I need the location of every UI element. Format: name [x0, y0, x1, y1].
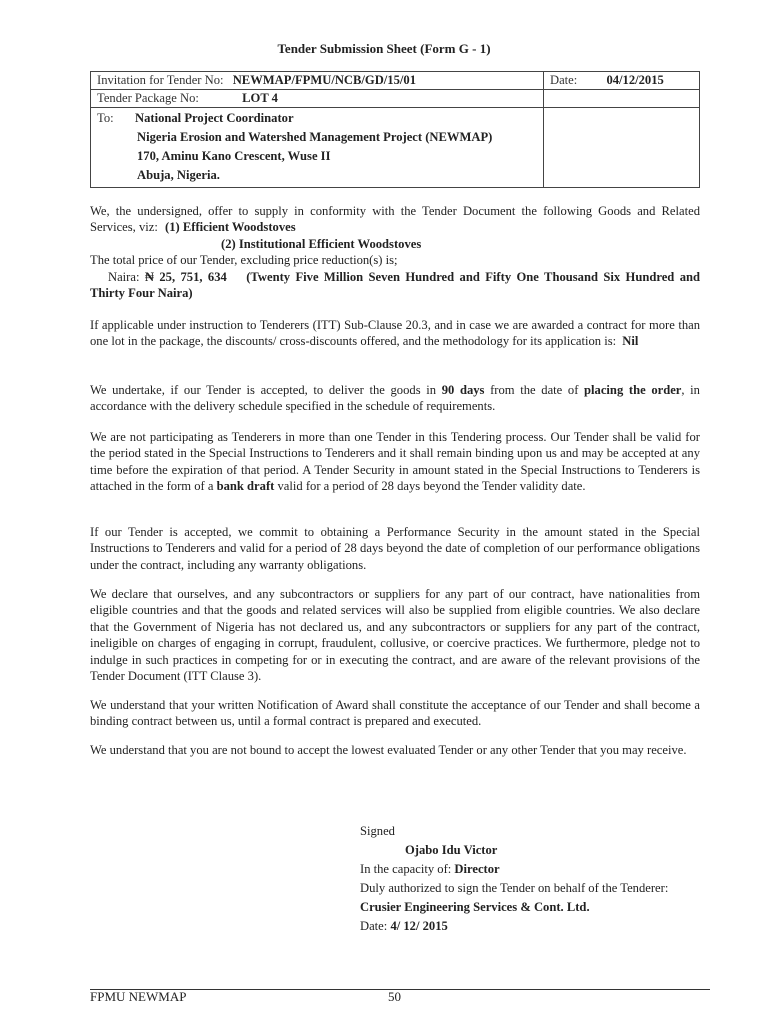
- authorized-text: Duly authorized to sign the Tender on behalf of the Tenderer:: [360, 881, 669, 895]
- naira-amount: ₦ 25, 751, 634: [144, 269, 227, 284]
- participating-post: valid for a period of 28 days beyond the Tender validity date.: [277, 479, 586, 494]
- participating-pre: We are not participating as Tenderers in more than one Tender in this Tendering process. Our Tender shall be valid for the period stated in the Special Instructions to Tenderers and it shall remain binding upon us and may be accepted at any time before the expiration of that period. A Tender Security in amount stated in the Special Instructions to Tenderers is attached in the form of a: [90, 430, 700, 494]
- empty-cell-2: [544, 108, 700, 188]
- invitation-cell: [91, 72, 544, 90]
- undertake-post: , in accordance with the delivery schedule specified in the schedule of requirements.: [90, 383, 700, 414]
- date-value: 04/12/2015: [606, 73, 664, 87]
- participating-paragraph: [90, 429, 700, 495]
- offer-paragraph: [90, 203, 700, 301]
- to-label: To:: [97, 111, 114, 125]
- signature-block: [360, 822, 668, 936]
- signature-date-label: Date:: [360, 919, 388, 933]
- notification-text: We understand that your written Notification of Award shall constitute the acceptance of our Tender and shall become a binding contract between us, until a formal contract is prepared and executed.: [90, 698, 700, 729]
- offer-intro: We, the undersigned, offer to supply in conformity with the Tender Document the following Goods and Related Services, viz:: [90, 204, 700, 235]
- notification-paragraph: [90, 697, 700, 730]
- undertake-paragraph: [90, 382, 700, 415]
- page-number: 50: [388, 989, 401, 1004]
- declare-text: We declare that ourselves, and any subcontractors or suppliers for any part of our contract, have nationalities from eligible countries and that the goods and related services will also be supplied from eligible countries. We also declare that the Government of Nigeria has not declared us, and any subcontractors or suppliers for any part of the contract, ineligible on charges of engaging in corrupt, fraudulent, collusive, or coercive practices. We furthermore, pledge not to indulge in such practices in competing for or in executing the contract, and are aware of the relevant provisions of the Tender Document (ITT Clause 3).: [90, 587, 700, 684]
- undertake-order: placing the order: [584, 383, 682, 397]
- package-value: LOT 4: [242, 91, 278, 105]
- signature-date-value: 4/ 12/ 2015: [390, 919, 448, 933]
- form-title: Tender Submission Sheet (Form G - 1): [277, 41, 491, 56]
- invitation-value: NEWMAP/FPMU/NCB/GD/15/01: [232, 73, 416, 87]
- performance-text: If our Tender is accepted, we commit to obtaining a Performance Security in the amount stated in the Special Instructions to Tenderers and valid for a period of 28 days beyond the date of completion of our performance obligations under the contract, including any warranty obligations.: [90, 525, 700, 572]
- recipient-line-4: Abuja, Nigeria.: [137, 168, 220, 182]
- capacity-value: Director: [454, 862, 500, 876]
- undertake-mid: from the date of: [490, 383, 579, 397]
- footer-label: FPMU NEWMAP: [90, 989, 187, 1004]
- package-label: Tender Package No:: [97, 91, 199, 105]
- capacity-label: In the capacity of:: [360, 862, 452, 876]
- package-cell: [91, 90, 544, 108]
- signer-name: Ojabo Idu Victor: [405, 843, 498, 857]
- not-bound-text: We understand that you are not bound to accept the lowest evaluated Tender or any other Tender that you may receive.: [90, 743, 687, 757]
- recipient-line-1: National Project Coordinator: [135, 111, 294, 125]
- signed-label: Signed: [360, 824, 395, 838]
- total-price-intro: The total price of our Tender, excluding price reduction(s) is;: [90, 253, 398, 268]
- undertake-pre: We undertake, if our Tender is accepted, to deliver the goods in: [90, 383, 437, 397]
- recipient-line-3: 170, Aminu Kano Crescent, Wuse II: [137, 149, 331, 163]
- naira-label: Naira:: [108, 269, 140, 284]
- recipient-cell: [91, 108, 544, 188]
- not-bound-paragraph: [90, 742, 700, 758]
- discount-paragraph: [90, 317, 700, 350]
- empty-cell: [544, 90, 700, 108]
- naira-words: (Twenty Five Million Seven Hundred and Fifty One Thousand Six Hundred and Thirty Four Naira): [90, 269, 701, 301]
- date-label: Date:: [550, 73, 578, 87]
- discount-value: Nil: [622, 334, 639, 349]
- participating-bold: bank draft: [216, 479, 275, 494]
- discount-text: If applicable under instruction to Tenderers (ITT) Sub-Clause 20.3, and in case we are awarded a contract for more than one lot in the package, the discounts/ cross-discounts offered, and the methodology for its application is:: [90, 318, 700, 349]
- company-name: Crusier Engineering Services & Cont. Ltd.: [360, 900, 590, 914]
- recipient-line-2: Nigeria Erosion and Watershed Management Project (NEWMAP): [137, 130, 493, 144]
- tender-header-table: [90, 71, 700, 188]
- goods-item-1: (1) Efficient Woodstoves: [165, 220, 296, 235]
- undertake-days: 90 days: [441, 383, 485, 397]
- invitation-label: Invitation for Tender No:: [97, 73, 224, 87]
- date-cell: [544, 72, 700, 90]
- goods-item-2: (2) Institutional Efficient Woodstoves: [221, 236, 422, 251]
- performance-paragraph: [90, 524, 700, 573]
- declare-paragraph: [90, 586, 700, 684]
